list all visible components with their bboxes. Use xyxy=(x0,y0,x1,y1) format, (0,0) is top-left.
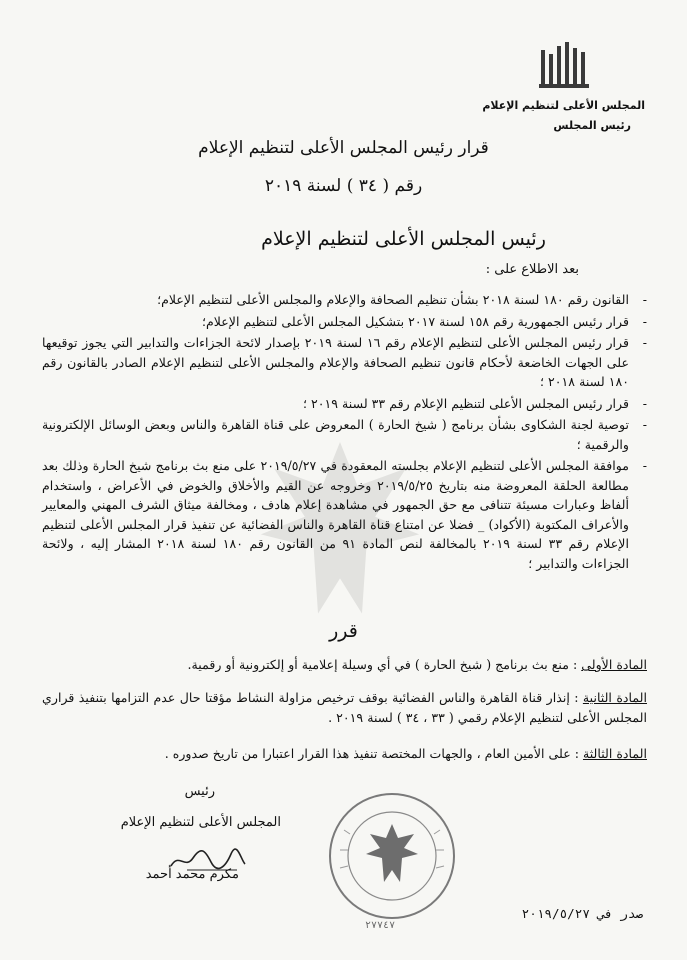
recital-item: - قرار رئيس المجلس الأعلى لتنظيم الإعلام رقم ١٦ لسنة ٢٠١٩ بإصدار لائحة الجزاءات والتدابير التي يجوز توقيعها على الجهات الخاضعة لأحكام قانون تنظيم الصحافة والإعلام والمجلس الأعلى لتنظيم الإعلام الصادر بالقانون رقم ١٨٠ لسنة ٢٠١٨ ؛ xyxy=(42,335,647,389)
issue-date: صدر في ٢٠١٩/٥/٢٧ xyxy=(521,906,643,921)
article-text: : على الأمين العام ، والجهات المختصة تنفيذ هذا القرار اعتبارا من تاريخ صدوره . xyxy=(164,746,583,761)
article-text: : منع بث برنامج ( شيخ الحارة ) في أي وسيلة إعلامية أو إلكترونية أو رقمية. xyxy=(187,657,582,672)
article-heading: المادة الأولى xyxy=(581,657,647,672)
recital-item: - قرار رئيس الجمهورية رقم ١٥٨ لسنة ٢٠١٧ بتشكيل المجلس الأعلى لتنظيم الإعلام؛ xyxy=(201,313,647,329)
article-heading: المادة الثالثة xyxy=(582,746,647,761)
decided-heading: قرر xyxy=(329,620,358,642)
issuer-name: المجلس الأعلى لتنظيم الإعلام xyxy=(482,99,645,112)
recital-text: توصية لجنة الشكاوى بشأن برنامج ( شيخ الحارة ) المعروض على قناة القاهرة والناس وبعض الوسائل الإلكترونية والرقمية ؛ xyxy=(42,417,629,452)
signatory-organization: المجلس الأعلى لتنظيم الإعلام xyxy=(120,815,281,830)
recital-item: - القانون رقم ١٨٠ لسنة ٢٠١٨ بشأن تنظيم الصحافة والإعلام والمجلس الأعلى لتنظيم الإعلام؛ xyxy=(157,292,647,307)
recital-text: قرار رئيس المجلس الأعلى لتنظيم الإعلام رقم ١٦ لسنة ٢٠١٩ بإصدار لائحة الجزاءات والتدابير التي يجوز توقيعها على الجهات الخاضعة لأحكام قانون تنظيم الصحافة والإعلام والمجلس الأعلى لتنظيم الإعلام الصادر بالقانون رقم ١٨٠ لسنة ٢٠١٨ ؛ xyxy=(42,335,629,389)
article-2 xyxy=(42,688,647,728)
recital-item: - قرار رئيس المجلس الأعلى لتنظيم الإعلام رقم ٣٣ لسنة ٢٠١٩ ؛ xyxy=(302,395,647,411)
signatory-title: رئيس xyxy=(184,784,215,799)
decree-number: رقم ( ٣٤ ) لسنة ٢٠١٩ xyxy=(264,176,423,196)
decree-authority-text: رئيس المجلس الأعلى لتنظيم الإعلام xyxy=(261,228,546,250)
article-text: : إنذار قناة القاهرة والناس الفضائية بوقف ترخيص مزاولة النشاط مؤقتا حال عدم التزامها بتنفيذ قراري المجلس الأعلى لتنظيم الإعلام رقمي ( ٣٣ ، ٣٤ ) لسنة ٢٠١٩ . xyxy=(42,690,647,725)
recital-text: موافقة المجلس الأعلى لتنظيم الإعلام بجلسته المعقودة في ٢٠١٩/٥/٢٧ على منع بث برنامج شيخ الحارة وذلك بعد مطالعة الحلقة المعروضة منه بتاريخ ٢٠١٩/٥/٢٥ وخروجه عن القيم والأخلاق والخوض في الأعراض ، واستخدام ألفاظ وعبارات مسيئة تتنافى مع حق الجمهور في مشاهدة إعلام هادف ، ومخالفة ميثاق الشرف المهني والمعايير والأعراف المكتوبة (الأكواد) _ فضلا عن امتناع قناة القاهرة والناس الفضائية عن تنفيذ قرار المجلس الأعلى لتنظيم الإعلام رقم ٣٣ لسنة ٢٠١٩ بالمخالفة لنص المادة ٩١ من القانون رقم ١٨٠ لسنة ٢٠١٨ المشار إليه ، ولائحة الجزاءات والتدابير ؛ xyxy=(42,458,630,571)
article-heading: المادة الثانية xyxy=(582,690,647,705)
recitals-list xyxy=(42,290,647,575)
article-3 xyxy=(42,744,647,764)
issuer-block xyxy=(482,96,645,136)
issuer-role: رئيس المجلس xyxy=(553,119,631,132)
recital-text: القانون رقم ١٨٠ لسنة ٢٠١٨ بشأن تنظيم الصحافة والإعلام والمجلس الأعلى لتنظيم الإعلام؛ xyxy=(157,292,629,307)
council-logo-icon xyxy=(535,40,595,92)
recital-item: - موافقة المجلس الأعلى لتنظيم الإعلام بجلسته المعقودة في ٢٠١٩/٥/٢٧ على منع بث برنامج شيخ الحارة وذلك بعد مطالعة الحلقة المعروضة منه بتاريخ ٢٠١٩/٥/٢٥ وخروجه عن القيم والأخلاق والخوض في الأعراض ، واستخدام ألفاظ وعبارات مسيئة تتنافى مع حق الجمهور في مشاهدة إعلام هادف ، ومخالفة ميثاق الشرف المهني والمعايير والأعراف المكتوبة (الأكواد) _ فضلا عن امتناع قناة القاهرة والناس الفضائية عن تنفيذ قرار المجلس الأعلى لتنظيم الإعلام رقم ٣٣ لسنة ٢٠١٩ بالمخالفة لنص المادة ٩١ من القانون رقم ١٨٠ لسنة ٢٠١٨ المشار إليه ، ولائحة الجزاءات والتدابير ؛ xyxy=(42,458,647,571)
recital-item: - توصية لجنة الشكاوى بشأن برنامج ( شيخ الحارة ) المعروض على قناة القاهرة والناس وبعض الوسائل الإلكترونية والرقمية ؛ xyxy=(42,417,647,452)
decree-title: قرار رئيس المجلس الأعلى لتنظيم الإعلام xyxy=(198,138,489,158)
recital-text: قرار رئيس الجمهورية رقم ١٥٨ لسنة ٢٠١٧ بتشكيل المجلس الأعلى لتنظيم الإعلام؛ xyxy=(201,313,629,329)
official-seal-icon xyxy=(326,790,458,922)
intro-text: بعد الاطلاع على : xyxy=(485,262,579,277)
decree-authority xyxy=(0,228,687,250)
recital-text: قرار رئيس المجلس الأعلى لتنظيم الإعلام رقم ٣٣ لسنة ٢٠١٩ ؛ xyxy=(302,395,629,411)
seal-number: ٢٧٧٤٧ xyxy=(365,920,396,931)
signatory-name: مكرم محمد أحمد xyxy=(145,867,239,882)
article-1 xyxy=(42,655,647,675)
